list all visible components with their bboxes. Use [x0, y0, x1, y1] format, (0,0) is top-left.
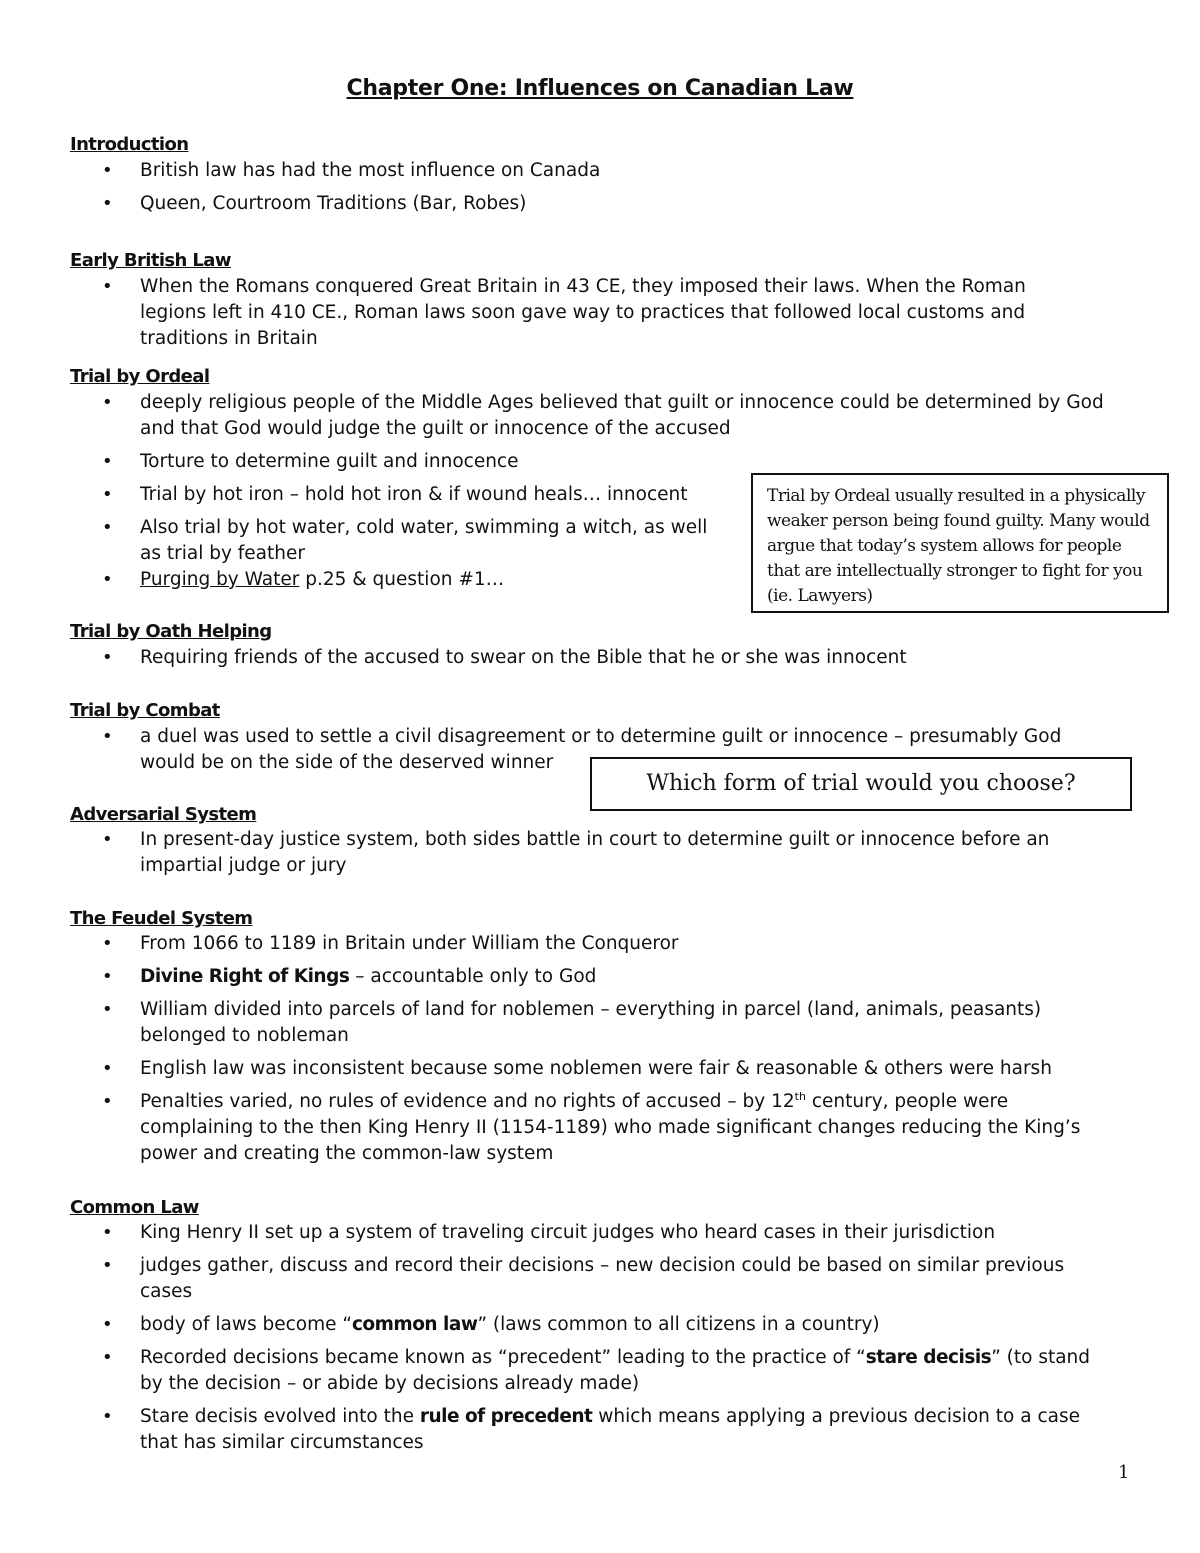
- list-item: • In present-day justice system, both sides battle in court to determine guilt or innocence before an impartial judge or jury: [100, 827, 1100, 879]
- trial-by-ordeal-list-b: [100, 482, 730, 600]
- list-item: • Torture to determine guilt and innocence: [100, 449, 1130, 475]
- ordinal-suffix: th: [794, 1089, 806, 1103]
- section-heading-trial-by-ordeal: Trial by Ordeal: [70, 366, 210, 387]
- list-item: [100, 1345, 1100, 1397]
- adversarial-list: [100, 827, 1100, 886]
- list-item: • King Henry II set up a system of traveling circuit judges who heard cases in their jurisdiction: [100, 1220, 1100, 1246]
- precedent-text: Recorded decisions became known as “precedent” leading to the practice of “: [140, 1347, 866, 1368]
- section-heading-introduction: Introduction: [70, 134, 189, 155]
- list-item: • British law has had the most influence on Canada: [100, 158, 1100, 184]
- page-title: Chapter One: Influences on Canadian Law: [346, 76, 854, 101]
- list-item: • Trial by hot iron – hold hot iron & if wound heals… innocent: [100, 482, 730, 508]
- list-item: • William divided into parcels of land for noblemen – everything in parcel (land, animals, peasants) belonged to nobleman: [100, 997, 1100, 1049]
- list-item: • From 1066 to 1189 in Britain under William the Conqueror: [100, 931, 1100, 957]
- list-item: • Requiring friends of the accused to swear on the Bible that he or she was innocent: [100, 645, 1100, 671]
- purging-by-water-link[interactable]: Purging by Water: [140, 569, 300, 590]
- ordeal-note-box: Trial by Ordeal usually resulted in a physically weaker person being found guilty. Many would argue that today’s system allows for people that are intellectually stronger to fight for you (ie. Lawyers): [751, 473, 1169, 613]
- common-law-text-cont: ” (laws common to all citizens in a country): [477, 1314, 880, 1335]
- precedent-text-cont: ” (to stand by the decision – or abide by decisions already made): [140, 1347, 1091, 1394]
- common-law-list: [100, 1220, 1100, 1463]
- list-item: [100, 567, 730, 593]
- section-heading-feudel-system: The Feudel System: [70, 908, 253, 929]
- page-number: 1: [1118, 1462, 1130, 1483]
- penalties-text: Penalties varied, no rules of evidence and no rights of accused – by 12: [140, 1091, 795, 1112]
- divine-right-term: Divine Right of Kings: [140, 966, 350, 987]
- list-item: [100, 1312, 1100, 1338]
- section-heading-adversarial-system: Adversarial System: [70, 804, 257, 825]
- feudel-system-list: [100, 931, 1100, 1174]
- list-item: • a duel was used to settle a civil disagreement or to determine guilt or innocence – presumably God would be on the side of the deserved winner: [100, 724, 1100, 776]
- trial-by-oath-list: [100, 645, 1100, 678]
- list-item: • Also trial by hot water, cold water, swimming a witch, as well as trial by feather: [100, 515, 730, 567]
- penalties-text-cont: century, people were complaining to the then King Henry II (1154-1189) who made significant changes reducing the King’s power and creating the common-law system: [140, 1091, 1081, 1164]
- list-item: [100, 964, 1100, 990]
- list-item: • judges gather, discuss and record their decisions – new decision could be based on similar previous cases: [100, 1253, 1100, 1305]
- introduction-list: [100, 158, 1100, 224]
- rule-of-precedent-term: rule of precedent: [419, 1406, 593, 1427]
- list-item: [100, 1089, 1100, 1167]
- divine-right-text: – accountable only to God: [349, 966, 597, 987]
- rule-text: Stare decisis evolved into the: [140, 1406, 420, 1427]
- list-item: • English law was inconsistent because some noblemen were fair & reasonable & others were harsh: [100, 1056, 1100, 1082]
- section-heading-trial-by-oath: Trial by Oath Helping: [70, 621, 272, 642]
- stare-decisis-term: stare decisis: [865, 1347, 992, 1368]
- rule-text-cont: which means applying a previous decision to a case that has similar circumstances: [140, 1406, 1080, 1453]
- list-item: • Queen, Courtroom Traditions (Bar, Robes): [100, 191, 1100, 217]
- question-box: Which form of trial would you choose?: [590, 757, 1132, 811]
- list-item: • When the Romans conquered Great Britain in 43 CE, they imposed their laws. When the Roman legions left in 410 CE., Roman laws soon gave way to practices that followed local customs and traditions in Britain: [100, 274, 1065, 352]
- list-item: • deeply religious people of the Middle Ages believed that guilt or innocence could be determined by God and that God would judge the guilt or innocence of the accused: [100, 390, 1130, 442]
- section-heading-early-british-law: Early British Law: [70, 250, 231, 271]
- section-heading-common-law: Common Law: [70, 1197, 199, 1218]
- section-heading-trial-by-combat: Trial by Combat: [70, 700, 220, 721]
- early-british-law-list: [100, 274, 1065, 359]
- list-item: [100, 1404, 1100, 1456]
- common-law-term: common law: [351, 1314, 478, 1335]
- purging-reference: p.25 & question #1…: [299, 569, 505, 590]
- trial-by-ordeal-list-a: [100, 390, 1130, 482]
- common-law-text: body of laws become “: [140, 1314, 352, 1335]
